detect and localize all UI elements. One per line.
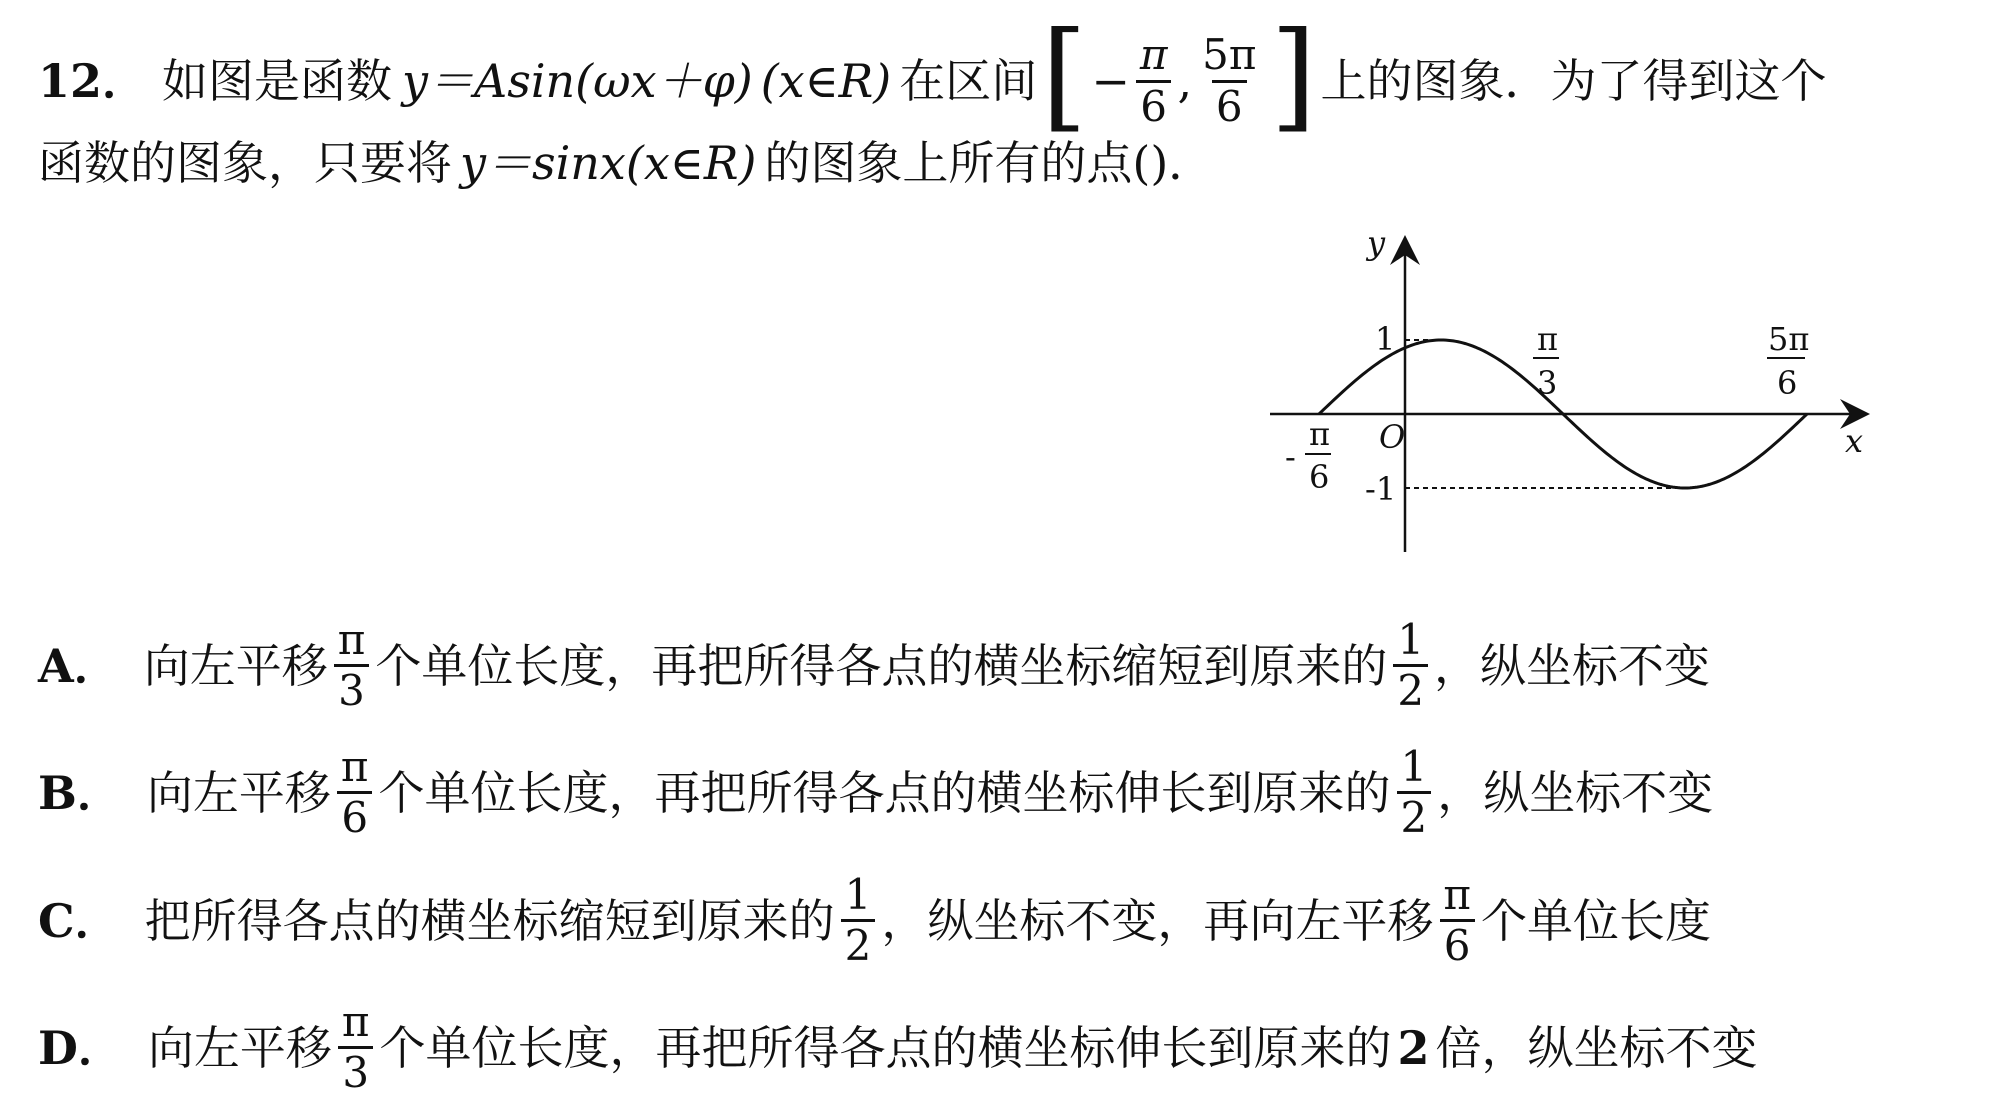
option-b-text-2: 个单位长度，再把所得各点的横坐标伸长到原来的 <box>378 765 1391 820</box>
formula-main: y＝Asin(ωx＋φ) <box>402 54 753 108</box>
option-a-f1-num: π <box>337 615 366 664</box>
option-c-text-2: ，纵坐标不变，再向左平移 <box>881 893 1434 948</box>
option-c-f1-den: 2 <box>841 919 876 968</box>
option-d-text-1: 向左平移 <box>147 1020 332 1075</box>
tick-end-num: 5π <box>1768 320 1810 358</box>
sine-graph <box>1265 230 1885 570</box>
option-d-f1-num: π <box>341 997 370 1046</box>
option-d-multiplier: 2 <box>1397 1020 1430 1075</box>
option-a-f2-num: 1 <box>1397 615 1425 664</box>
tick-neg-sign: - <box>1285 438 1296 476</box>
formula-domain: (x∈R) <box>760 54 892 108</box>
interval-f1-num: π <box>1139 30 1168 80</box>
option-a-label: A． <box>38 638 120 693</box>
interval-f2-den: 6 <box>1212 80 1247 129</box>
question-text-e: 的图象上所有的点()． <box>764 136 1215 190</box>
option-a-text-3: ，纵坐标不变 <box>1434 638 1711 693</box>
option-b-text-1: 向左平移 <box>146 765 331 820</box>
option-a-fraction-2 <box>1393 615 1428 716</box>
option-a-fraction-1 <box>334 615 370 716</box>
option-b-f2-num: 1 <box>1400 742 1428 791</box>
option-b-fraction-2 <box>1397 742 1432 843</box>
option-c-fraction-2 <box>1439 870 1475 971</box>
question-line-1 <box>38 6 1827 144</box>
y-neg-one-label: -1 <box>1365 470 1397 508</box>
option-c-label: C． <box>38 893 121 948</box>
question-line-2 <box>38 136 1215 190</box>
option-c-f2-den: 6 <box>1440 919 1475 968</box>
y-axis-label: y <box>1367 230 1386 262</box>
option-d[interactable] <box>38 997 1758 1098</box>
option-b-f1-den: 6 <box>337 791 372 840</box>
option-c-text-3: 个单位长度 <box>1480 893 1711 948</box>
left-bracket: [ <box>1041 6 1088 144</box>
interval-fraction-end <box>1198 30 1260 131</box>
interval-fraction-start <box>1136 30 1172 131</box>
option-b-fraction-1 <box>337 742 373 843</box>
tick-mid-den: 3 <box>1537 364 1558 402</box>
option-d-fraction-1 <box>338 997 374 1098</box>
question-text-c: 上的图象．为了得到这个 <box>1320 54 1827 108</box>
option-d-text-2: 个单位长度，再把所得各点的横坐标伸长到原来的 <box>379 1020 1392 1075</box>
option-a-text-1: 向左平移 <box>143 638 328 693</box>
tick-neg-den: 6 <box>1309 458 1330 496</box>
question-number: 12． <box>38 54 149 108</box>
option-b-f2-den: 2 <box>1397 791 1432 840</box>
tick-mid-num: π <box>1537 320 1559 358</box>
x-axis-label: x <box>1845 422 1864 460</box>
option-b-label: B． <box>38 765 123 820</box>
interval-f2-num: 5π <box>1202 30 1257 80</box>
tick-neg-num: π <box>1309 415 1331 453</box>
option-d-text-3: 倍，纵坐标不变 <box>1435 1020 1758 1075</box>
option-d-f1-den: 3 <box>338 1046 373 1095</box>
interval-f1-den: 6 <box>1136 80 1171 129</box>
right-bracket: ] <box>1270 6 1317 144</box>
interval-comma: , <box>1177 54 1193 108</box>
interval-neg-sign: − <box>1091 54 1130 108</box>
option-a-f1-den: 3 <box>334 664 369 713</box>
option-a[interactable] <box>38 615 1711 716</box>
option-b-text-3: ，纵坐标不变 <box>1437 765 1714 820</box>
option-c[interactable] <box>38 870 1711 971</box>
question-text-b: 在区间 <box>899 54 1038 108</box>
option-c-f1-num: 1 <box>844 870 872 919</box>
tick-end-den: 6 <box>1777 364 1798 402</box>
option-b[interactable] <box>38 742 1714 843</box>
option-a-text-2: 个单位长度，再把所得各点的横坐标缩短到原来的 <box>375 638 1388 693</box>
option-b-f1-num: π <box>340 742 369 791</box>
question-text-a: 如图是函数 <box>162 54 393 108</box>
origin-label: O <box>1379 418 1406 456</box>
option-c-fraction-1 <box>841 870 876 971</box>
question-text-d: 函数的图象，只要将 <box>38 136 452 190</box>
option-d-label: D． <box>38 1020 124 1075</box>
y-one-label: 1 <box>1375 320 1396 358</box>
option-c-f2-num: π <box>1443 870 1471 919</box>
option-a-f2-den: 2 <box>1393 664 1428 713</box>
sin-formula: y＝sinx(x∈R) <box>460 136 757 190</box>
option-c-text-1: 把所得各点的横坐标缩短到原来的 <box>144 893 835 948</box>
